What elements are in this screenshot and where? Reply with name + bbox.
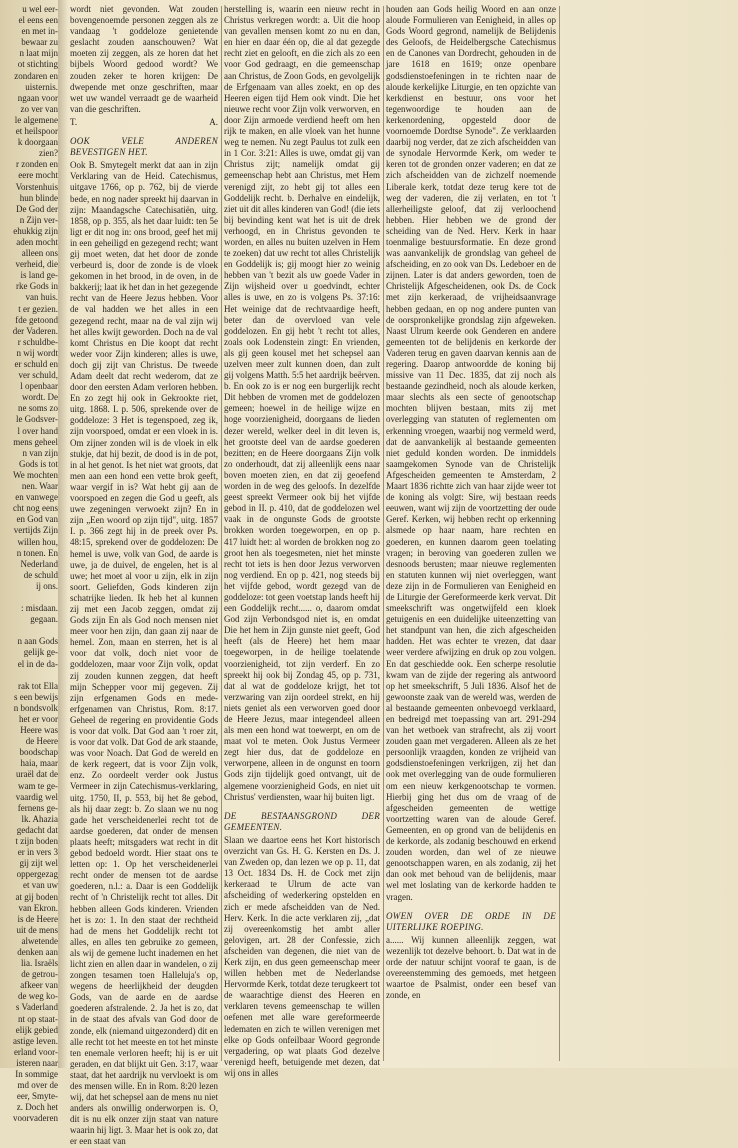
fragment-line: lia. Israëls [21, 958, 58, 969]
fragment-line: : misdaan. [21, 603, 58, 614]
fragment-line: afkeer van [20, 980, 58, 991]
signature-left: T. [70, 116, 78, 127]
fragment-line: In sommige [15, 1069, 58, 1079]
fragment-line: md over de [17, 1080, 58, 1091]
fragment-line: van Ekron. [18, 902, 58, 913]
column-3-body: houden aan Gods heilig Woord en aan onze aloude Formulieren van Eenigheid, in alles op Gods Woord gegrond, namelijk de Belijdenis des Geloofs, de Heidelbergsche Catechismus en de Canones van Dordrecht, gehouden in de jare 1618 en 1619; onze openbare godsdienstoefeningen in te richten naar de aloude kerkelijke Liturgie, en ten opzichte van kerkdienst en bestuur, ons voor het tegenwoordige te houden aan de kerkenordening, opgesteld door de voornoemde Dordtse Synode". Ze verklaarden daarbij nog verder, dat ze zich afscheidden van de synodale Hervormde Kerk, om weder te keren tot de gronden onzer vaderen; en dat ze zich afscheidden van de zichzelf noemende Liberale kerk, totdat deze terug kere tot de weg der vaderen, die zij verlaten, en tot 't allerheiligste geloof, dat zij verloochend hebben. Hier hebben we de grond der scheiding van de Ned. Herv. Kerk in haar toenmalige bestuursformatie. En deze grond was aanvankelijk de grondslag van geheel de afscheiding, en zo ook van Ds. Ledeboer en de zijnen. Later is dat anders geworden, toen de Christelijk Afgescheidenen, ook Ds. de Cock met zijn kerkeraad, de vrijheidsaanvrage hebben gedaan, en op nog andere punten van de oorspronkelijke grondslag zijn afgeweken. Naast Ulrum keerde ook Genderen en andere gemeenten tot de belijdenis en kerkorde der Vaderen terug en gaven daarvan kennis aan de regering. Daarop antwoordde de koning bij missive van 11 Dec. 1835, dat zij noch als bestaande gezindheid, noch als aloude kerken, maar slechts als een secte of genootschap mochten blijven bestaan, mits zij met overlegging van statuten of reglementen om erkenning vroegen, waarbij nog vermeld werd, dat de aanvankelijk al bestaande gemeenten niet geduld konden worden. De inmiddels saamgekomen Synode van de Christelijk Afgescheiden gemeenten te Amsterdam, 2 Maart 1836 richtte zich van haar zijde weer tot de koning als volgt: Sire, wij bestaan reeds eeuwen, want wij zijn de voortzetting der oude Geref. Kerken, wij hebben recht op erkenning alsmede op haar naam, hare rechten en goederen, en kunnen daarom geen toelating vragen; in beroving van goederen zullen we desnoods berusten; maar nieuwe reglementen en statuten kunnen wij niet overleggen, want deze zijn in de Formulieren van Eenigheid en de Liturgie der Gereformeerde kerk vervat. Dit smeekschrift was ongetwijfeld een kloek getuigenis en een duidelijke uiteenzetting van het standpunt van hen, die zich afgescheiden hadden. Het was echter te vrezen, dat daar weer verdere afwijzing en druk op zou volgen. En dat geschiedde ook. Een scherpe resolutie kwam van de zijde der regering als antwoord op het smeekschrift, 5 Juli 1836. Alsof het de gewoonste zaak van de wereld was, werden de al bestaande gemeenten onbevoegd verklaard, en bedreigd met toepassing van art. 291-294 van het wetboek van strafrecht, als zij voort zouden gaan met vergaderen. Alleen als ze het persoonlijk vraagden, konden ze vrijheid van godsdienstoefeningen verkrijgen, zij het dan ook met overlegging van de oude formulieren om een nieuw kerkgenootschap te vormen. Hierbij ging het dus om de vraag of de afgescheiden gemeenten de wettige voortzetting waren van de aloude Geref. Gemeenten, en op grond van de belijdenis en de kerkorde, als zodanig beschouwd en erkend zouden worden, dan wel of ze nieuwe genootschappen waren, en als zodanig, zij het dan ook met behoud van de belijdenis, maar wel met loslating van de kerkorde hadden te vragen. [386, 4, 556, 902]
fragment-line [0, 670, 58, 681]
fragment-line: oppergezag [16, 869, 58, 880]
signature-right: A. [209, 116, 218, 127]
fragment-line: hun blinde [19, 192, 58, 203]
fragment-line: rak tot Ella [18, 680, 58, 691]
column-1 [70, 4, 218, 1147]
fragment-line: het er voor [19, 714, 58, 724]
fragment-line: lk. Ahazia [21, 813, 58, 824]
fragment-line: u wel eer- [22, 4, 58, 14]
fragment-line: elijk gebied [15, 1024, 58, 1035]
fragment-line: Gods is tot [18, 458, 58, 469]
fragment-line: We mochten [12, 469, 58, 480]
fragment-line: De God der [16, 203, 58, 214]
column-2-body: herstelling is, waarin een nieuw recht in Christus verkregen wordt: a. Uit die hoop van gevallen mensen komt zo nu en dan, en hier en daar één op, die al dat gezegde recht ziet en gelooft, en die zich als zo een voor God gedraagt, en die gemeenschap aan Christus, de Zoon Gods, en gevolgelijk de Erfgenaam van alles zoekt, en op des Heeren eigen tijd Hem ook vindt. Die het nieuwe recht voor Zijn volk verworven, en door Zijn armoede verdiend heeft om hen rijk te maken, en alle vloek van het hunne weg te nemen. Nu zegt Paulus tot zulk een in 1 Cor. 3:21: Alles is uwe, omdat gij van Christus zijt; namelijk omdat gij gemeenschap hebt aan Christus, met Hem verenigd zijt, zo hebt gij tot alles een Goddelijk recht. b. Derhalve en eindelijk, ziet uit dit alles kinderen van God! (die iets bij bevinding kent wat het is uit de drek verhoogd, en in Christus gevonden te worden, en alles nu buiten uzelven in Hem te zoeken) dat uw recht tot alles Christelijk en Goddelijk is; gij moogt hier zo weinig hebben van 't bezit als uw goede Vader in Zijn wijsheid over u goedvindt, echter alles is uwe, en zo is volgens Ps. 37:16: Het weinige dat de rechtvaardige heeft, beter dan de overvloed van vele goddelozen. En gij hebt 't recht tot alles, zoals ook Lodenstein zingt: En vrienden, als gij geen kousel met het schepsel aan uzelven meer zult kunnen doen, dan zult gij volgens Matth. 5:5 het aardrijk beërven. b. En ook zo is er nog een burgerlijk recht Dit hebben de vromen met de goddelozen gemeen; hoewel in de heilige wijze en hoge voorzienigheid, doorgaans de lieden dezer wereld, welker deel in dit leven is, het grootste deel van de aardse goederen bezitten; en de Heere doorgaans Zijn volk zo onderhoudt, dat zij alleenlijk eens naar boven moeten zien, en dat zij geoefend worden in de weg des geloofs. In dezelfde geest spreekt Vermeer ook bij het vijfde gebod in II. p. 410, dat de goddelozen wel vaak in de ongunste Gods de grootste brokken worden toegeworpen, en op p. 417 luidt het: al worden de brokken nog zo groot hen als toegesmeten, niet het minste recht tot iets is hen door Jezus verworven nog verdiend. En op p. 421, nog steeds bij het vijfde gebod, wordt gezegd van de goddeloze: tot geen voetstap lands heeft hij een Goddelijk recht...... o, daarom omdat God zijn Verbondsgod niet is, en omdat Die het hem in Zijn gunste niet geeft, God heeft (als de Heere) het hem maar toegeworpen, in de heilige toelatende voorzienigheid, tot zijn verderf. En zo spreekt hij ook bij Zondag 45, op p. 731, dat al wat de goddeloze krijgt, het tot verzwaring van zijn oordeel strekt, en hij niets geniet als een verworven goed door de Heere Jezus, maar integendeel alleen als men een hond wat toewerpt, en om de maat vol te meten. Ook Justus Vermeer zegt hier dus, dat de goddeloze en verworpene, alleen in de ongunst en toorn Gods zijn tijdelijk goed ontvangt, uit de algemene voorzienigheid Gods, en niet uit Christus' verdiensten, waar hij buiten ligt. [224, 4, 380, 802]
fragment-line: voorvaderen [13, 1113, 58, 1124]
fragment-line: verheid, die [15, 259, 58, 270]
fragment-line: wordt. De [22, 392, 58, 403]
column-1-intro: wordt niet gevonden. Wat zouden bovengenoemde personen zeggen als ze vandaag 't goddeloze genietende geslacht zouden aanschouwen? Wat moeten zij zeggen, als ze horen dat het bijbels Woord gedood wordt? We zouden zeker te horen krijgen: De dwepende met onze geschriften, maar wet uw wandel verraadt ge de waarheid van die geschriften. [70, 4, 218, 114]
fragment-line: et van uw [23, 880, 58, 891]
fragment-line: n aan Gods [17, 636, 58, 647]
fragment-line: uit de mens [16, 924, 58, 935]
fragment-line: rke Gods in [16, 281, 58, 292]
fragment-line: gedacht dat [16, 824, 58, 835]
fragment-line: bewaar zu [21, 37, 58, 48]
fragment-line: nt op staat- [18, 1013, 58, 1024]
fragment-line: ehukkig zijn [13, 225, 58, 236]
fragment-line: r zonden en [16, 159, 58, 170]
fragment-line: l over hand [17, 425, 58, 436]
fragment-line [0, 592, 58, 603]
fragment-line: wam te ge- [18, 780, 58, 791]
fragment-line: ot stichting [17, 59, 58, 70]
fragment-line: erland voor- [13, 1046, 58, 1057]
fragment-line: zondaren en [14, 70, 58, 81]
fragment-line: Heere was [20, 725, 58, 736]
signature-line [70, 117, 218, 128]
fragment-line: n bondsvolk [13, 702, 58, 713]
fragment-line: uisternis. [25, 81, 58, 92]
fragment-line: uraël dat de [16, 769, 58, 780]
fragment-line: z. Doch het [16, 1102, 58, 1113]
fragment-line: zien? [39, 148, 58, 159]
fragment-line: er in vers 3 [17, 847, 58, 858]
column-divider [383, 6, 384, 1061]
fragment-line: aden mocht [16, 236, 58, 247]
column-divider [559, 6, 560, 1061]
fragment-line: l openbaar [20, 381, 58, 392]
fragment-line: le algemene [14, 114, 58, 125]
fragment-line: mens geheel [13, 436, 58, 447]
column-1-body: Ook B. Smytegelt merkt dat aan in zijn Verklaring van de Heid. Catechismus, uitgave 1766, op p. 762, bij de vierde bede, en nog nader spreekt hij daarvan in zijn: Maandagsche Catechisatiën, uitg. 1858, op p. 355, als het daar luidt: ten 5e ligt er dit nog in: ons brood, geef het mij in een geheiligd en gezegend recht; want gij moet weten, dat het door de zonde verbeurd is, door de zonde is de vloek gekomen in het brood, in de oven, in de bakkerij; laat ik het dan in het gezegende recht van de Heere Jezus hebben. Voor de val hadden we het alles in een gezegend recht, maar na de val zijn wij het alles kwijt geworden. Doch na de val komt Christus en Die koopt dat recht weder voor Zijn kinderen; alles is uwe, doch gij zijt van Christus. De tweede Adam deelt dat recht wederom, dat ze door den eersten Adam verloren hebben. En zo zegt hij ook in Gekrookte riet, uitg. 1868. I. p. 506, sprekende over de goddeloze: 3 Het is tegenspoed, zeg ik, zijn voorspoed, omdat er een vloek in is. Om zijner zonden wil is de vloek in elk stukje, dat hij bezit, de dood is in de pot, in al het genot. Is het niet wat groots, dat men aan een hond een vette brok geeft, waar vergif in is? Wat hebt gij aan de voorspoed en zegen die God u geeft, als uwe zegeningen verwoekt zijn? En in zijn „Een woord op zijn tijd", uitg. 1857 I. p. 366 zegt hij in de preek over Ps. 48:15, sprekend over de goddelozen: De hemel is uwe, volk van God, de aarde is uwe, ja de duivel, de engelen, het is al uwe; het moet al voor u zijn, elk in zijn soort. Geliefden, Gods kinderen zijn schatrijke lieden. Ik heb het al kunnen zij met een Jacob zeggen, omdat zij Gods zijn En als God noch mensen niet meer voor hen zijn, dan gaan zij naar de hemel. Zon, maan en sterren, het is al voor dat volk, doch niet voor de goddelozen, maar voor Zijn volk, opdat zij zouden kunnen zeggen, dat heeft mijn Schepper voor mij gegeven. Zij zijn erfgenamen Gods en mede-erfgenamen van Christus, Rom. 8:17. Geheel de regering en providentie Gods is voor dat volk. Dat God aan 't roer zit, is voor dat volk. Dat God de ark staande, was voor Noach. Dat God de wereld en de kerk regeert, dat is voor Zijn volk, enz. Zo oordeelt verder ook Justus Vermeer in zijn Catechismus-verklaring, uitg. 1750, II, p. 553, bij het 8e gebod, als hij daar zegt: b. Zo slaan we nu nog gade het verscheidenerlei recht tot de aardse goederen, dat onder de mensen plaats heeft; mitsgaders wat recht in dit gebod bedoeld wordt. Hier staat ons te letten op: 1. Op het verscheidenerlei recht onder de mensen tot de aardse goederen, n.l.: a. Daar is een Goddelijk recht of 'n Christelijk recht tot alles. Dit hebben alleen Gods kinderen. Vrienden het is zo: 1. In den staat der rechtheid had de mens het Goddelijk recht tot alles, en alles ten gebruike zo gemeen, als wij de gemene lucht inademen en het licht zien en allen daar in wandelen, o zij zongen tesamen toen Halleluja's op, wegens de heerlijkheid der deugden Gods, van de aarde en de aardse goederen afstralende. 2. Ja het is zo, dat in de staat des afvals van God door de zonde, elk (niemand uitgezonderd) dit en alle recht tot het meeste en tot het minste ten enemale verloren heeft; hij is er uit geraden, en dat blijkt uit Gen. 3:17, waar staat, dat het aardrijk nu vervloekt is om des mensen wille. En in Rom. 8:20 lezen wij, dat het schepsel aan de mens nu niet anders als onwillig onderworpen is. O, dit is nu elk onzer zijn staat van nature waarin hij ligt. 3. Maar het is ook zo, dat er een staat van [70, 160, 218, 1147]
fragment-line: isteren naar [16, 1057, 58, 1068]
column-3-body-2: a...... Wij kunnen alleenlijk zeggen, wat wezenlijk tot dezelve behoort. b. Dat wat in de orde der natuur schijnt vooraf te gaan, is de overeenstemming des gemoeds, met hetgeen waartoe de Psalmist, onder een besef van zonde, en [386, 934, 556, 1001]
fragment-line: Nederland [20, 558, 58, 569]
fragment-line: vaardig wel [15, 791, 58, 802]
fragment-line: en God van [16, 514, 58, 525]
fragment-line: n Zijn ver- [19, 214, 58, 225]
fragment-line: s Vaderland [15, 1002, 58, 1013]
fragment-line: eere mocht [18, 170, 58, 181]
heading-ook-vele-anderen: OOK VELE ANDEREN BEVESTIGEN HET. [70, 136, 218, 158]
fragment-line: der Vaderen. [12, 325, 58, 336]
fragment-line: de Heere [25, 736, 58, 747]
column-3 [386, 4, 556, 1064]
binding-gutter [58, 0, 68, 1068]
fragment-line: el in de da- [17, 658, 58, 669]
fragment-line: el eens een [18, 15, 58, 26]
fragment-line: ngaan voor [17, 92, 58, 103]
fragment-line: nen. Waar [21, 481, 58, 492]
fragment-line: eer, Smyte- [16, 1091, 58, 1102]
fragment-line: n wij wordt [16, 347, 58, 358]
fragment-line: r schuldbe- [17, 336, 58, 347]
fragment-line: is land ge- [20, 270, 58, 281]
fragment-line: zo ver van [20, 103, 58, 114]
fragment-line: Vorstenhuis [15, 181, 58, 192]
fragment-line: gelijk ge- [23, 647, 58, 658]
fragment-line: t er gezien. [18, 303, 58, 314]
fragment-line: willen hou, [17, 536, 58, 547]
fragment-line: van huis. [25, 292, 58, 303]
heading-owen: OWEN OVER DE ORDE IN DE UITERLIJKE ROEPING. [386, 910, 556, 932]
fragment-line [0, 625, 58, 636]
heading-bestaansgrond: DE BESTAANSGROND DER GEMEENTEN. [224, 810, 380, 832]
fragment-line: n tonen. En [16, 547, 58, 558]
fragment-line: ne soms zo [18, 403, 58, 414]
fragment-line: de schuld [23, 569, 58, 580]
fragment-line: fernens ge- [17, 802, 58, 813]
fragment-line: cht nog eens [13, 503, 58, 514]
fragment-line: et heilspoor [15, 126, 58, 137]
column-2-body-2: Slaan we daartoe eens het Kort historisch overzicht van Gs. H. G. Kersten en Ds. J. van Zweden op, dan lezen we op p. 11, dat 13 Oct. 1834 Ds. H. de Cock met zijn kerkeraad te Ulrum de acte van afscheiding of wederkering opstelden en zich er mede afscheidden van de Ned. Herv. Kerk. In die acte verklaren zij, „dat zij overeenkomstig het ambt aller gelovigen, art. 28 der Confessie, zich afscheiden van degenen, die niet van de Kerk zijn, en dus geen gemeenschap meer willen hebben met de Nederlandse Hervormde Kerk, totdat deze terugkeert tot de waarachtige dienst des Heeren en verklaren tevens gemeenschap te willen oefenen met alle ware gereformeerde ledematen en zich te willen verenigen met elke op Gods onfeilbaar Woord gegronde vergadering, op wat plaats God dezelve verenigd heeft, betuigende met dezen, dat wij ons in alles [224, 834, 380, 1078]
fragment-line: boodschap [19, 747, 58, 758]
column-divider [221, 6, 222, 1061]
column-2 [224, 4, 380, 1078]
fragment-line: ver schuld, [18, 370, 58, 381]
fragment-line: ij ons. [35, 580, 58, 591]
fragment-line: at gij boden [15, 891, 58, 902]
fragment-line: t zijn boden [15, 836, 58, 847]
fragment-line: haia, maar [20, 758, 58, 769]
fragment-line: fde getoond [15, 314, 58, 325]
fragment-line: gij zijt wel [19, 858, 58, 869]
fragment-line: astige leven. [13, 1035, 58, 1046]
fragment-line: en met in- [21, 26, 58, 37]
fragment-line: n laat mijn [19, 48, 58, 59]
fragment-line: gegaan. [30, 614, 58, 625]
fragment-line: vertijds Zijn [13, 525, 58, 536]
fragment-line: alwetende [21, 935, 58, 946]
fragment-line: denken aan [17, 946, 58, 957]
fragment-line: en vanwege [15, 492, 58, 503]
fragment-line: alleen ons [21, 248, 58, 259]
fragment-line: k doorgaan [17, 137, 58, 148]
fragment-line: n van zijn [22, 447, 58, 458]
fragment-line: er schuld en [14, 359, 58, 369]
left-fragment-column [0, 4, 58, 1124]
fragment-line: de weg ko- [18, 991, 58, 1002]
fragment-line: is de Heere [17, 913, 58, 924]
fragment-line: le Godsver- [15, 414, 58, 425]
fragment-line: de getrou- [21, 969, 58, 980]
fragment-line: s een bewijs [14, 691, 58, 702]
